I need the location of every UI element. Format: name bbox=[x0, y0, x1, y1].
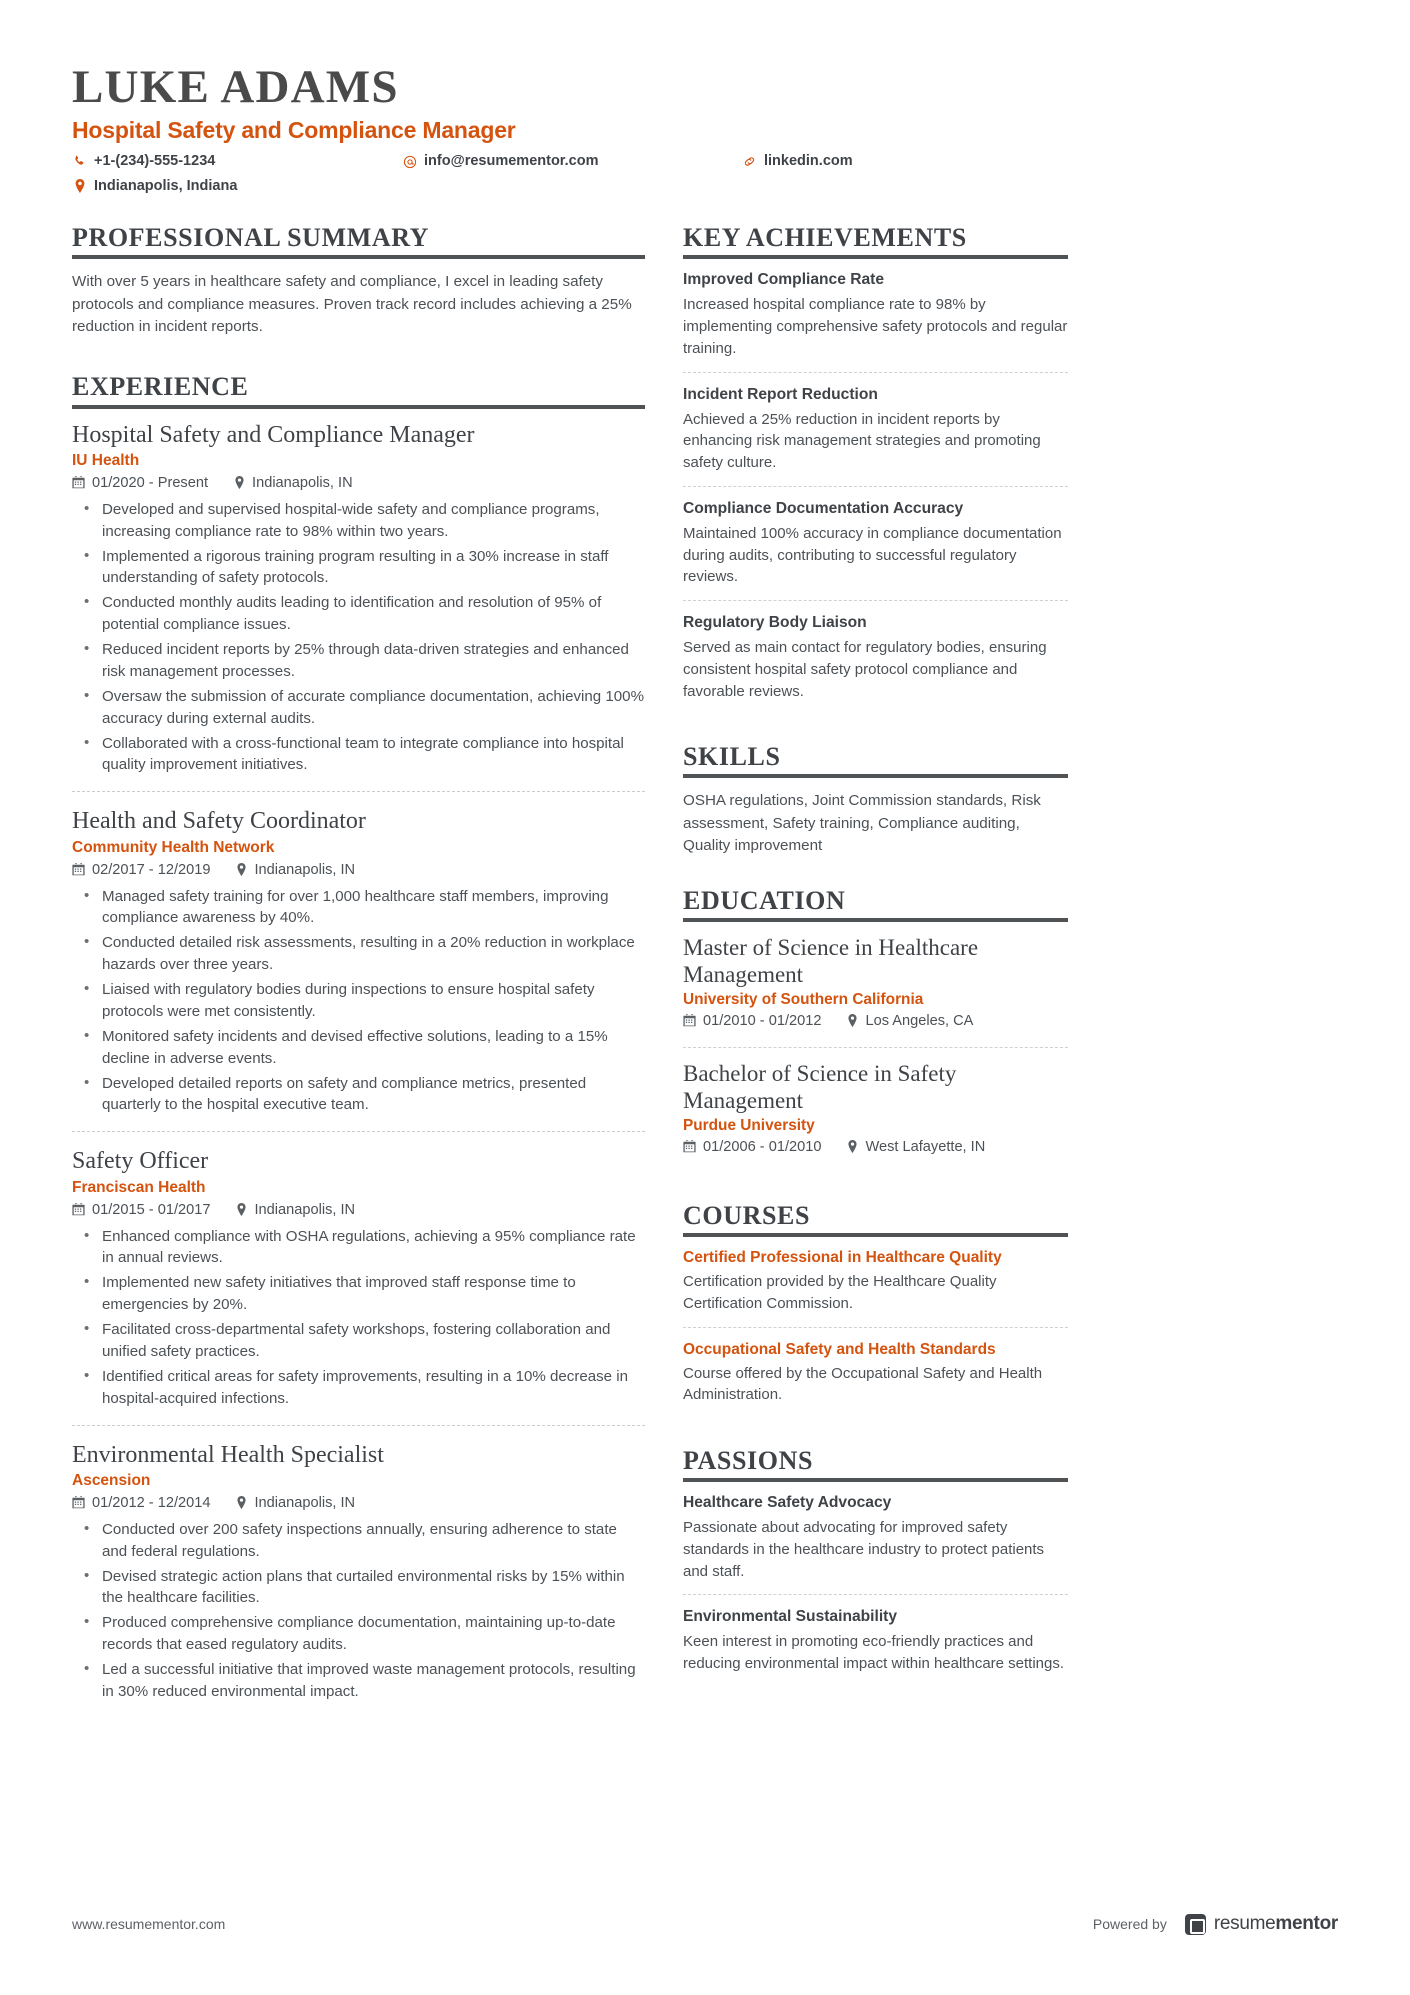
contact-location-text: Indianapolis, Indiana bbox=[94, 177, 238, 194]
section-title-summary: PROFESSIONAL SUMMARY bbox=[72, 223, 645, 259]
experience-meta bbox=[72, 1495, 645, 1511]
experience-company: Franciscan Health bbox=[72, 1178, 206, 1196]
experience-dates-text: 02/2017 - 12/2019 bbox=[92, 861, 211, 878]
location-icon bbox=[72, 179, 87, 193]
list-item: • Developed and supervised hospital-wide safety and compliance programs, increasing compliance rate to 98% within two years. bbox=[72, 499, 645, 543]
achievement-item bbox=[683, 271, 1068, 371]
experience-dates bbox=[72, 1495, 210, 1511]
section-education bbox=[683, 886, 1068, 1173]
education-dates bbox=[683, 1013, 821, 1029]
education-location bbox=[847, 1139, 985, 1155]
education-meta bbox=[683, 1013, 1068, 1029]
experience-title: Safety Officer bbox=[72, 1148, 209, 1175]
candidate-name: LUKE ADAMS bbox=[72, 61, 399, 113]
education-location-text: Los Angeles, CA bbox=[865, 1012, 974, 1029]
education-dates bbox=[683, 1139, 821, 1155]
section-title-experience: EXPERIENCE bbox=[72, 372, 645, 408]
list-item: • Developed detailed reports on safety and compliance metrics, presented quarterly to the hospital executive team. bbox=[72, 1073, 645, 1117]
experience-company: Ascension bbox=[72, 1471, 151, 1489]
location-icon bbox=[234, 476, 245, 489]
phone-icon bbox=[72, 155, 87, 168]
section-title-passions: PASSIONS bbox=[683, 1446, 1068, 1482]
experience-location-text: Indianapolis, IN bbox=[254, 861, 356, 878]
list-item: • Enhanced compliance with OSHA regulations, achieving a 95% compliance rate in annual reviews. bbox=[72, 1226, 645, 1270]
experience-bullets bbox=[72, 886, 645, 1117]
calendar-icon bbox=[72, 1496, 85, 1509]
list-item: • Devised strategic action plans that curtailed environmental risks by 15% within the healthcare facilities. bbox=[72, 1566, 645, 1610]
list-item: • Produced comprehensive compliance documentation, maintaining up-to-date records that eased regulatory audits. bbox=[72, 1612, 645, 1656]
experience-location-text: Indianapolis, IN bbox=[254, 1201, 356, 1218]
education-item bbox=[683, 1047, 1068, 1173]
summary-text: With over 5 years in healthcare safety and compliance, I excel in leading safety protocols and compliance measures. Proven track record includes achieving a 25% reduction in incident reports. bbox=[72, 273, 632, 336]
experience-location bbox=[236, 1202, 355, 1218]
list-item: • Implemented new safety initiatives that improved staff response time to emergencies by 20%. bbox=[72, 1272, 645, 1316]
calendar-icon bbox=[683, 1014, 696, 1027]
passion-desc: Passionate about advocating for improved safety standards in the healthcare industry to protect patients and staff. bbox=[683, 1519, 1045, 1580]
passion-title: Healthcare Safety Advocacy bbox=[683, 1494, 892, 1512]
achievement-desc: Maintained 100% accuracy in compliance documentation during audits, contributing to successful regulatory reviews. bbox=[683, 524, 1062, 586]
experience-location bbox=[234, 475, 353, 491]
list-item: • Oversaw the submission of accurate compliance documentation, achieving 100% accuracy during external audits. bbox=[72, 686, 645, 730]
achievement-title: Regulatory Body Liaison bbox=[683, 614, 867, 632]
footer-website[interactable]: www.resumementor.com bbox=[72, 1916, 226, 1932]
passion-title: Environmental Sustainability bbox=[683, 1608, 898, 1626]
list-item: • Monitored safety incidents and devised effective solutions, leading to a 15% decline in adverse events. bbox=[72, 1026, 645, 1070]
experience-title: Hospital Safety and Compliance Manager bbox=[72, 421, 475, 448]
education-location bbox=[847, 1013, 973, 1029]
experience-company: IU Health bbox=[72, 451, 140, 469]
experience-bullets bbox=[72, 499, 645, 777]
passion-item bbox=[683, 1594, 1068, 1687]
experience-bullets bbox=[72, 1519, 645, 1703]
calendar-icon bbox=[72, 476, 85, 489]
experience-entry bbox=[72, 1425, 645, 1718]
experience-company: Community Health Network bbox=[72, 838, 275, 856]
resumementor-logo bbox=[1185, 1913, 1338, 1935]
brand-text bbox=[1214, 1913, 1338, 1935]
achievement-desc: Served as main contact for regulatory bodies, ensuring consistent hospital safety protocol compliance and favorable reviews. bbox=[683, 639, 1047, 700]
achievement-item bbox=[683, 600, 1068, 714]
section-passions bbox=[683, 1446, 1068, 1687]
location-icon bbox=[236, 1203, 247, 1216]
page-footer bbox=[72, 1913, 1338, 1935]
achievement-desc: Achieved a 25% reduction in incident reports by enhancing risk management strategies and promoting safety culture. bbox=[683, 410, 1041, 472]
section-experience bbox=[72, 372, 645, 1717]
contact-phone[interactable] bbox=[72, 151, 402, 173]
achievement-title: Incident Report Reduction bbox=[683, 385, 878, 403]
location-icon bbox=[847, 1014, 858, 1027]
passion-desc: Keen interest in promoting eco-friendly practices and reducing environmental impact within healthcare settings. bbox=[683, 1633, 1065, 1673]
contact-linkedin[interactable] bbox=[742, 151, 1338, 173]
course-desc: Certification provided by the Healthcare Quality Certification Commission. bbox=[683, 1273, 997, 1312]
location-icon bbox=[847, 1140, 858, 1153]
achievement-item bbox=[683, 372, 1068, 486]
education-item bbox=[683, 934, 1068, 1047]
brand-bold-text: mentor bbox=[1275, 1913, 1338, 1934]
list-item: • Collaborated with a cross-functional team to integrate compliance into hospital quality improvement initiatives. bbox=[72, 733, 645, 777]
course-item bbox=[683, 1249, 1068, 1327]
experience-location-text: Indianapolis, IN bbox=[252, 474, 353, 491]
experience-dates-text: 01/2020 - Present bbox=[92, 474, 209, 491]
list-item: • Facilitated cross-departmental safety workshops, fostering collaboration and unified safety practices. bbox=[72, 1319, 645, 1363]
experience-bullets bbox=[72, 1226, 645, 1410]
contact-linkedin-text: linkedin.com bbox=[764, 152, 853, 169]
experience-meta bbox=[72, 1202, 645, 1218]
course-desc: Course offered by the Occupational Safety and Health Administration. bbox=[683, 1364, 1043, 1404]
education-dates-text: 01/2010 - 01/2012 bbox=[703, 1012, 822, 1029]
location-icon bbox=[236, 1496, 247, 1509]
section-title-skills: SKILLS bbox=[683, 742, 1068, 778]
contact-email-text: info@resumementor.com bbox=[424, 152, 599, 169]
experience-title: Environmental Health Specialist bbox=[72, 1441, 384, 1468]
achievement-item bbox=[683, 486, 1068, 600]
experience-entry bbox=[72, 1131, 645, 1424]
education-school: University of Southern California bbox=[683, 990, 924, 1008]
list-item: • Conducted monthly audits leading to identification and resolution of 95% of potential compliance issues. bbox=[72, 592, 645, 636]
experience-location-text: Indianapolis, IN bbox=[254, 1494, 356, 1511]
education-degree: Master of Science in Healthcare Management bbox=[683, 934, 979, 988]
resume-columns bbox=[72, 223, 1338, 1724]
experience-dates bbox=[72, 862, 210, 878]
contact-details bbox=[72, 151, 1338, 198]
education-meta bbox=[683, 1139, 1068, 1155]
achievement-title: Improved Compliance Rate bbox=[683, 271, 885, 289]
list-item: • Liaised with regulatory bodies during inspections to ensure hospital safety protocols were met consistently. bbox=[72, 979, 645, 1023]
list-item: • Conducted over 200 safety inspections annually, ensuring adherence to state and federal regulations. bbox=[72, 1519, 645, 1563]
section-professional-summary bbox=[72, 223, 645, 338]
experience-location bbox=[236, 1495, 355, 1511]
section-skills bbox=[683, 742, 1068, 857]
calendar-icon bbox=[72, 863, 85, 876]
section-courses bbox=[683, 1201, 1068, 1418]
calendar-icon bbox=[72, 1203, 85, 1216]
list-item: • Identified critical areas for safety improvements, resulting in a 10% decrease in hospital-acquired infections. bbox=[72, 1366, 645, 1410]
list-item: • Implemented a rigorous training program resulting in a 30% increase in staff understanding of safety protocols. bbox=[72, 546, 645, 590]
experience-dates bbox=[72, 475, 208, 491]
right-column bbox=[683, 223, 1068, 1693]
education-dates-text: 01/2006 - 01/2010 bbox=[703, 1138, 822, 1155]
section-title-courses: COURSES bbox=[683, 1201, 1068, 1237]
experience-meta bbox=[72, 862, 645, 878]
contact-location bbox=[72, 176, 402, 198]
education-school: Purdue University bbox=[683, 1116, 815, 1134]
section-key-achievements bbox=[683, 223, 1068, 714]
list-item: • Reduced incident reports by 25% through data-driven strategies and enhanced risk management processes. bbox=[72, 639, 645, 683]
experience-entry bbox=[72, 421, 645, 792]
experience-meta bbox=[72, 475, 645, 491]
contact-email[interactable] bbox=[402, 151, 742, 173]
left-column bbox=[72, 223, 645, 1724]
experience-title: Health and Safety Coordinator bbox=[72, 808, 366, 835]
brand-light-text: resume bbox=[1213, 1913, 1276, 1934]
contact-phone-text: +1-(234)-555-1234 bbox=[94, 152, 216, 169]
course-title: Certified Professional in Healthcare Quality bbox=[683, 1249, 1002, 1267]
powered-by-label: Powered by bbox=[1092, 1916, 1167, 1932]
list-item: • Managed safety training for over 1,000 healthcare staff members, improving compliance awareness by 40%. bbox=[72, 886, 645, 930]
education-degree: Bachelor of Science in Safety Management bbox=[683, 1060, 957, 1114]
resume-header bbox=[72, 62, 1338, 197]
experience-entry bbox=[72, 791, 645, 1131]
email-icon bbox=[402, 155, 417, 169]
calendar-icon bbox=[683, 1140, 696, 1153]
passion-item bbox=[683, 1494, 1068, 1594]
section-title-achievements: KEY ACHIEVEMENTS bbox=[683, 223, 1068, 259]
achievement-title: Compliance Documentation Accuracy bbox=[683, 499, 964, 517]
course-title: Occupational Safety and Health Standards bbox=[683, 1340, 996, 1358]
link-icon bbox=[742, 155, 757, 168]
location-icon bbox=[236, 863, 247, 876]
footer-branding bbox=[1093, 1913, 1338, 1935]
skills-text: OSHA regulations, Joint Commission standards, Risk assessment, Safety training, Compliance auditing, Quality improvement bbox=[683, 792, 1041, 855]
candidate-job-title: Hospital Safety and Compliance Manager bbox=[72, 116, 516, 143]
experience-location bbox=[236, 862, 355, 878]
section-title-education: EDUCATION bbox=[683, 886, 1068, 922]
education-location-text: West Lafayette, IN bbox=[865, 1138, 986, 1155]
list-item: • Conducted detailed risk assessments, resulting in a 20% reduction in workplace hazards over three years. bbox=[72, 932, 645, 976]
logo-mark-icon bbox=[1185, 1914, 1206, 1935]
experience-dates-text: 01/2015 - 01/2017 bbox=[92, 1201, 211, 1218]
achievement-desc: Increased hospital compliance rate to 98% by implementing comprehensive safety protocols and regular training. bbox=[683, 296, 1068, 357]
list-item: • Led a successful initiative that improved waste management protocols, resulting in 30% reduced environmental impact. bbox=[72, 1659, 645, 1703]
course-item bbox=[683, 1327, 1068, 1419]
experience-dates-text: 01/2012 - 12/2014 bbox=[92, 1494, 211, 1511]
experience-dates bbox=[72, 1202, 210, 1218]
